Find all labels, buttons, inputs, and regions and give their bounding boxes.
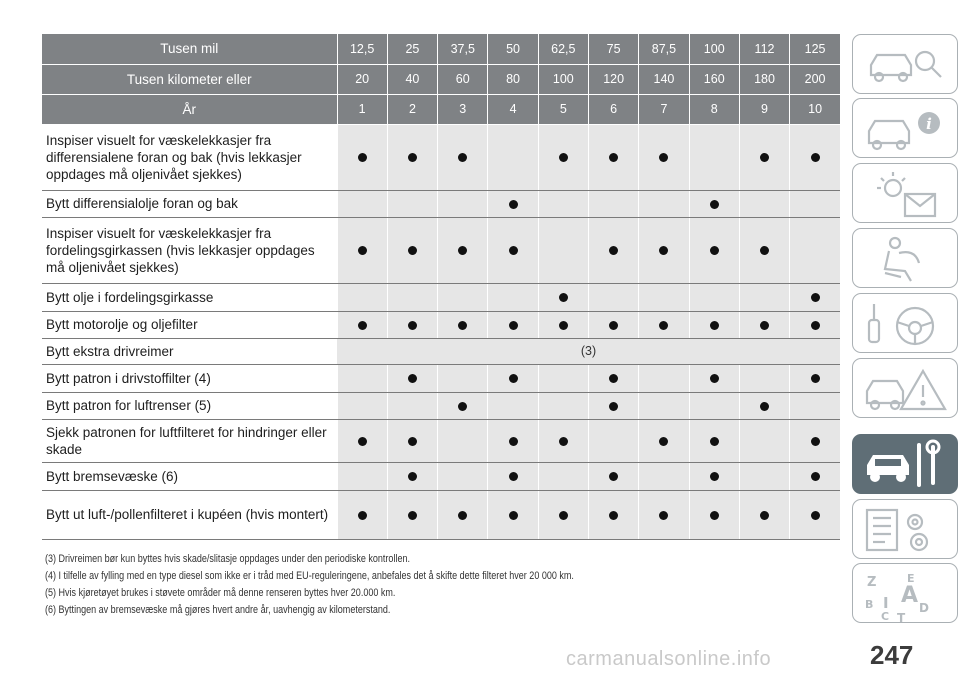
scheduled-dot (408, 472, 417, 481)
schedule-cell (337, 392, 387, 419)
interval-value: 6 (588, 94, 638, 124)
schedule-cell (790, 490, 840, 539)
svg-text:i: i (926, 115, 932, 133)
table-row (42, 283, 840, 311)
header-label: Tusen mil (42, 34, 337, 64)
technical-data-icon (853, 500, 959, 560)
scheduled-dot (358, 153, 367, 162)
chapter-tab-index[interactable] (852, 563, 958, 623)
interval-value: 80 (488, 64, 538, 94)
interval-value: 100 (689, 34, 739, 64)
scheduled-dot (659, 511, 668, 520)
schedule-cell (639, 392, 689, 419)
schedule-cell (790, 364, 840, 392)
schedule-cell (639, 190, 689, 217)
schedule-cell (337, 190, 387, 217)
scheduled-dot (509, 246, 518, 255)
scheduled-dot (609, 472, 618, 481)
scheduled-dot (760, 511, 769, 520)
schedule-cell (739, 364, 789, 392)
schedule-cell (588, 490, 638, 539)
car-search-icon (853, 35, 959, 95)
schedule-cell (438, 217, 488, 283)
scheduled-dot (458, 511, 467, 520)
interval-value: 5 (538, 94, 588, 124)
scheduled-dot (710, 437, 719, 446)
schedule-cell (588, 124, 638, 190)
schedule-cell (438, 462, 488, 490)
interval-value: 37,5 (438, 34, 488, 64)
scheduled-dot (509, 437, 518, 446)
scheduled-dot (559, 153, 568, 162)
schedule-cell (387, 217, 437, 283)
seat-airbag-icon (853, 229, 959, 289)
scheduled-dot (509, 374, 518, 383)
schedule-cell (538, 124, 588, 190)
footnote: (4) I tilfelle av fylling med en type diesel som ikke er i tråd med EU-reguleringene, anbefales det å skifte dette filteret hver 20 000 km. (45, 570, 574, 582)
chapter-tab-emergency[interactable] (852, 358, 958, 418)
interval-value: 180 (739, 64, 789, 94)
schedule-cell (588, 364, 638, 392)
schedule-cell (438, 392, 488, 419)
chapter-tab-warning-lights[interactable] (852, 163, 958, 223)
schedule-cell (488, 462, 538, 490)
schedule-cell (689, 311, 739, 338)
chapter-tab-technical-data[interactable] (852, 499, 958, 559)
table-row (42, 462, 840, 490)
scheduled-dot (458, 153, 467, 162)
schedule-cell (689, 364, 739, 392)
interval-value: 50 (488, 34, 538, 64)
schedule-cell (538, 419, 588, 462)
scheduled-dot (358, 437, 367, 446)
chapter-tab-safety[interactable] (852, 228, 958, 288)
schedule-cell (790, 392, 840, 419)
schedule-cell (387, 490, 437, 539)
interval-value: 10 (790, 94, 840, 124)
scheduled-dot (559, 437, 568, 446)
schedule-cell (387, 190, 437, 217)
schedule-cell (689, 190, 739, 217)
schedule-cell (739, 311, 789, 338)
schedule-cell (538, 283, 588, 311)
svg-text:A: A (901, 583, 919, 608)
schedule-cell (588, 392, 638, 419)
scheduled-dot (659, 437, 668, 446)
car-info-icon (853, 99, 959, 159)
schedule-cell (538, 364, 588, 392)
schedule-cell (387, 283, 437, 311)
schedule-cell (588, 462, 638, 490)
scheduled-dot (710, 472, 719, 481)
chapter-tab-maintenance[interactable] (852, 434, 958, 494)
schedule-cell (488, 283, 538, 311)
schedule-cell (488, 392, 538, 419)
interval-value: 25 (387, 34, 437, 64)
interval-value: 140 (639, 64, 689, 94)
schedule-cell (739, 283, 789, 311)
scheduled-dot (509, 511, 518, 520)
svg-text:E: E (907, 572, 915, 585)
interval-value: 60 (438, 64, 488, 94)
breakdown-triangle-icon (853, 359, 959, 419)
scheduled-dot (358, 321, 367, 330)
schedule-cell (588, 419, 638, 462)
scheduled-dot (609, 402, 618, 411)
scheduled-dot (811, 321, 820, 330)
schedule-cell (337, 311, 387, 338)
schedule-cell (639, 124, 689, 190)
header-row (42, 64, 840, 94)
scheduled-dot (408, 246, 417, 255)
operation-label: Bytt patron for luftrenser (5) (42, 392, 337, 419)
scheduled-dot (458, 246, 467, 255)
scheduled-dot (659, 246, 668, 255)
schedule-cell (438, 311, 488, 338)
schedule-cell (739, 462, 789, 490)
schedule-cell (538, 190, 588, 217)
table-row (42, 392, 840, 419)
schedule-cell (337, 462, 387, 490)
schedule-cell (639, 462, 689, 490)
schedule-cell (739, 124, 789, 190)
schedule-cell (337, 217, 387, 283)
operation-label: Bytt ekstra drivreimer (42, 338, 337, 364)
header-row (42, 34, 840, 64)
operation-label: Inspiser visuelt for væskelekkasjer fra fordelingsgirkassen (hvis lekkasjer oppdages må oljenivået sjekkes) (42, 217, 337, 283)
interval-value: 87,5 (639, 34, 689, 64)
operation-label: Bytt differensialolje foran og bak (42, 190, 337, 217)
interval-value: 3 (438, 94, 488, 124)
scheduled-dot (710, 511, 719, 520)
maintenance-schedule-table (42, 34, 840, 540)
interval-value: 1 (337, 94, 387, 124)
page-number: 247 (870, 640, 914, 670)
chapter-tab-starting-driving[interactable] (852, 293, 958, 353)
schedule-cell (438, 419, 488, 462)
scheduled-dot (710, 246, 719, 255)
svg-text:B: B (865, 598, 874, 611)
scheduled-dot (710, 200, 719, 209)
schedule-cell (790, 311, 840, 338)
schedule-cell (387, 419, 437, 462)
svg-text:I: I (883, 594, 889, 612)
chapter-tab-car-search[interactable] (852, 34, 958, 94)
table-row (42, 338, 840, 364)
interval-value: 2 (387, 94, 437, 124)
scheduled-dot (408, 511, 417, 520)
schedule-cell (739, 190, 789, 217)
operation-label: Bytt motorolje og oljefilter (42, 311, 337, 338)
key-steering-wheel-icon (853, 294, 959, 354)
schedule-cell (639, 283, 689, 311)
schedule-cell (488, 364, 538, 392)
interval-value: 7 (639, 94, 689, 124)
table-row (42, 311, 840, 338)
scheduled-dot (609, 374, 618, 383)
schedule-cell (790, 419, 840, 462)
schedule-cell (739, 419, 789, 462)
footnote: (3) Drivreimen bør kun byttes hvis skade/slitasje oppdages under den periodiske kontrollen. (45, 553, 411, 565)
schedule-cell (488, 217, 538, 283)
schedule-cell (538, 462, 588, 490)
schedule-cell (337, 419, 387, 462)
schedule-cell (438, 124, 488, 190)
scheduled-dot (559, 511, 568, 520)
scheduled-dot (408, 437, 417, 446)
scheduled-dot (811, 293, 820, 302)
interval-value: 75 (588, 34, 638, 64)
schedule-cell (639, 364, 689, 392)
table-row (42, 364, 840, 392)
schedule-cell (588, 217, 638, 283)
schedule-cell (538, 490, 588, 539)
scheduled-dot (408, 153, 417, 162)
schedule-cell (387, 364, 437, 392)
schedule-cell (438, 490, 488, 539)
schedule-cell (689, 124, 739, 190)
scheduled-dot (509, 472, 518, 481)
scheduled-dot (609, 511, 618, 520)
car-wrench-icon (853, 435, 959, 495)
schedule-cell (790, 124, 840, 190)
interval-value: 120 (588, 64, 638, 94)
scheduled-dot (458, 402, 467, 411)
scheduled-dot (559, 293, 568, 302)
chapter-tab-car-info[interactable] (852, 98, 958, 158)
interval-value: 112 (739, 34, 789, 64)
scheduled-dot (509, 200, 518, 209)
scheduled-dot (811, 153, 820, 162)
interval-value: 9 (739, 94, 789, 124)
svg-text:C: C (881, 610, 890, 623)
footnote: (6) Byttingen av bremsevæske må gjøres hvert andre år, uavhengig av kilometerstand. (45, 604, 391, 616)
schedule-cell (488, 190, 538, 217)
schedule-cell (337, 124, 387, 190)
schedule-cell (337, 364, 387, 392)
schedule-cell (337, 490, 387, 539)
svg-text:Z: Z (867, 575, 877, 590)
schedule-cell (689, 490, 739, 539)
schedule-cell (538, 392, 588, 419)
svg-text:T: T (897, 611, 906, 624)
schedule-cell (639, 217, 689, 283)
schedule-cell (689, 217, 739, 283)
schedule-cell (538, 217, 588, 283)
scheduled-dot (760, 321, 769, 330)
table-row (42, 217, 840, 283)
schedule-cell (387, 392, 437, 419)
scheduled-dot (609, 246, 618, 255)
schedule-cell (588, 190, 638, 217)
header-label: År (42, 94, 337, 124)
scheduled-dot (811, 472, 820, 481)
schedule-cell (438, 190, 488, 217)
scheduled-dot (609, 153, 618, 162)
interval-value: 62,5 (538, 34, 588, 64)
scheduled-dot (710, 321, 719, 330)
schedule-cell (639, 490, 689, 539)
footnote: (5) Hvis kjøretøyet brukes i støvete områder må denne renseren byttes hver 20.000 km. (45, 587, 396, 599)
interval-value: 4 (488, 94, 538, 124)
scheduled-dot (811, 511, 820, 520)
header-label: Tusen kilometer eller (42, 64, 337, 94)
schedule-cell (739, 392, 789, 419)
scheduled-dot (710, 374, 719, 383)
footnote-reference: (3) (337, 338, 840, 364)
interval-value: 160 (689, 64, 739, 94)
warning-light-mail-icon (853, 164, 959, 224)
interval-value: 12,5 (337, 34, 387, 64)
schedule-cell (639, 311, 689, 338)
scheduled-dot (659, 153, 668, 162)
operation-label: Bytt olje i fordelingsgirkasse (42, 283, 337, 311)
table-row (42, 419, 840, 462)
watermark: carmanualsonline.info (566, 648, 772, 670)
operation-label: Sjekk patronen for luftfilteret for hindringer eller skade (42, 419, 337, 462)
scheduled-dot (659, 321, 668, 330)
schedule-cell (488, 124, 538, 190)
interval-value: 8 (689, 94, 739, 124)
svg-text:D: D (919, 601, 929, 615)
schedule-cell (438, 283, 488, 311)
header-row (42, 94, 840, 124)
interval-value: 40 (387, 64, 437, 94)
schedule-cell (387, 311, 437, 338)
scheduled-dot (458, 321, 467, 330)
operation-label: Inspiser visuelt for væskelekkasjer fra differensialene foran og bak (hvis lekkasjer oppdages må oljenivået sjekkes) (42, 124, 337, 190)
schedule-cell (387, 462, 437, 490)
footnotes (45, 551, 845, 619)
scheduled-dot (760, 402, 769, 411)
scheduled-dot (760, 246, 769, 255)
schedule-cell (790, 190, 840, 217)
scheduled-dot (760, 153, 769, 162)
scheduled-dot (408, 374, 417, 383)
scheduled-dot (559, 321, 568, 330)
schedule-cell (538, 311, 588, 338)
interval-value: 200 (790, 64, 840, 94)
scheduled-dot (358, 511, 367, 520)
schedule-cell (588, 311, 638, 338)
table-row (42, 124, 840, 190)
operation-label: Bytt bremsevæske (6) (42, 462, 337, 490)
table-row (42, 490, 840, 539)
schedule-cell (588, 283, 638, 311)
interval-value: 20 (337, 64, 387, 94)
scheduled-dot (811, 437, 820, 446)
interval-value: 100 (538, 64, 588, 94)
interval-value: 125 (790, 34, 840, 64)
scheduled-dot (609, 321, 618, 330)
scheduled-dot (811, 374, 820, 383)
schedule-cell (488, 490, 538, 539)
schedule-cell (438, 364, 488, 392)
schedule-cell (488, 311, 538, 338)
scheduled-dot (509, 321, 518, 330)
schedule-cell (689, 419, 739, 462)
scheduled-dot (408, 321, 417, 330)
schedule-cell (739, 490, 789, 539)
operation-label: Bytt ut luft-/pollenfilteret i kupéen (hvis montert) (42, 490, 337, 539)
alphabetical-index-icon (853, 564, 959, 624)
schedule-cell (790, 217, 840, 283)
schedule-cell (790, 462, 840, 490)
schedule-cell (488, 419, 538, 462)
operation-label: Bytt patron i drivstoffilter (4) (42, 364, 337, 392)
scheduled-dot (358, 246, 367, 255)
schedule-cell (689, 392, 739, 419)
schedule-cell (639, 419, 689, 462)
schedule-cell (337, 283, 387, 311)
schedule-cell (790, 283, 840, 311)
schedule-cell (739, 217, 789, 283)
schedule-cell (689, 283, 739, 311)
schedule-cell (387, 124, 437, 190)
table-row (42, 190, 840, 217)
schedule-cell (689, 462, 739, 490)
